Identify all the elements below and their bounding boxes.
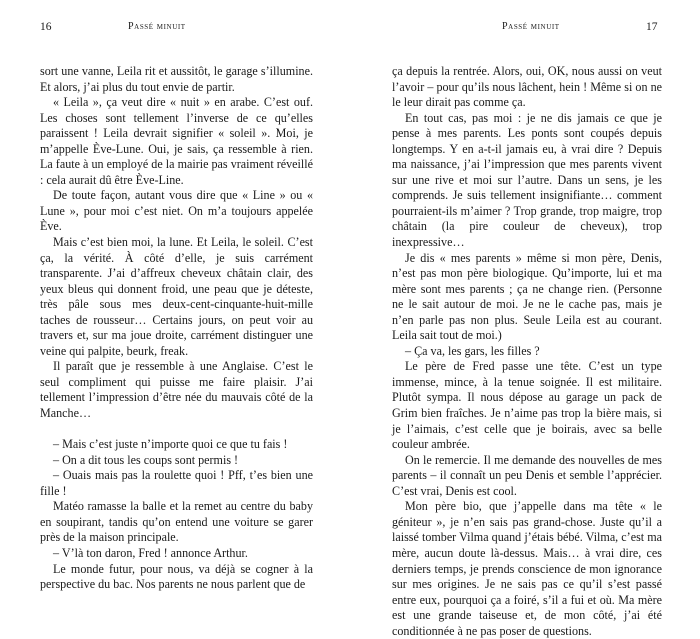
dialogue-line: – V’là ton daron, Fred ! annonce Arthur. bbox=[53, 545, 248, 560]
right-page bbox=[350, 0, 700, 638]
left-page bbox=[0, 0, 350, 592]
page-body bbox=[40, 64, 313, 593]
paragraph: Mon père bio, que j’appelle dans ma tête « le géniteur », je n’en sais pas grand-chose. Juste qu’il a laissé tomber Vilma quand j’étais bébé. Vilma, c’est ma mère, aucun doute là-dessus. Mais… à vrai dire, ces derniers temps, je prends conscience de mon ignorance sur mes origines. Je ne sais pas ce qu’il s’est passé entre eux, pourquoi ça a foiré, s’il a fui et où. Ma mère est une grande taiseuse et, de mon côté, j’ai été conditionnée à ne pas poser de questions. bbox=[392, 499, 662, 638]
page-number: 17 bbox=[646, 21, 658, 33]
dialogue-line: – Ouais mais pas la roulette quoi ! Pff, t’es bien une fille ! bbox=[40, 468, 313, 498]
dialogue-line: – On a dit tous les coups sont permis ! bbox=[53, 452, 239, 467]
section-break bbox=[40, 422, 313, 438]
paragraph: Mais c’est bien moi, la lune. Et Leila, le soleil. C’est ça, la vérité. À côté d’elle, je suis carrément transparente. J’ai d’affreux cheveux châtain clair, des yeux bleus qui donnent froid, une peau que je déteste, très pâle sous mes deux-cent-cinquante-huit-mille taches de rousseur… Certains jours, on peut voir au travers et, sur ma joue droite, carrément distinguer une veine qui palpite, beurk, freak. bbox=[40, 235, 313, 358]
page-body bbox=[392, 64, 662, 639]
paragraph: On le remercie. Il me demande des nouvelles de mes parents – il connaît un peu Denis et semble l’apprécier. C’est vrai, Denis est cool. bbox=[392, 452, 662, 498]
paragraph: sort une vanne, Leila rit et aussitôt, le garage s’illumine. Et alors, j’ai plus du tout envie de partir. bbox=[40, 64, 313, 94]
paragraph: Le monde futur, pour nous, va déjà se cogner à la perspective du bac. Nos parents ne nous parlent que de bbox=[40, 561, 313, 592]
page-number: 16 bbox=[40, 21, 52, 33]
paragraph: ça depuis la rentrée. Alors, oui, OK, nous aussi on veut l’avoir – pour qu’ils nous lâchent, hein ! Même si on ne le leur dirait pas comme ça. bbox=[392, 64, 662, 110]
running-title: Passé minuit bbox=[128, 21, 186, 32]
paragraph: En tout cas, pas moi : je ne dis jamais ce que je pense à mes parents. Les ponts sont coupés depuis longtemps. Y en a-t-il jamais eu, à vrai dire ? Depuis ma naissance, j’ai l’impression que mes parents vivent sur une rive et moi sur l’autre. Dans un sens, je les comprends. Je suis tellement insignifiante… comment pourraient-ils m’aimer ? Trop grande, trop maigre, trop châtain (la pire couleur de cheveux), trop inexpressive… bbox=[392, 110, 662, 250]
dialogue-line: – Mais c’est juste n’importe quoi ce que tu fais ! bbox=[53, 437, 288, 452]
paragraph: Le père de Fred passe une tête. C’est un type immense, mince, à la tenue soignée. Il est militaire. Plutôt sympa. Il nous dépose au garage un pack de Grim bien fraîches. Je n’aime pas trop la bière mais, si je l’aimais, c’est celle que je boirais, avec sa belle couleur ambrée. bbox=[392, 359, 662, 452]
paragraph: Il paraît que je ressemble à une Anglaise. C’est le seul compliment qui puisse me faire plaisir. J’ai tellement l’impression d’être née du mauvais côté de la Manche… bbox=[40, 359, 313, 421]
paragraph: De toute façon, autant vous dire que « Line » ou « Lune », pour moi c’est niet. On m’a toujours appelée Ève. bbox=[40, 188, 313, 234]
paragraph: Matéo ramasse la balle et la remet au centre du baby en soupirant, tandis qu’on entend une voiture se garer près de la maison principale. bbox=[40, 499, 313, 545]
paragraph: Je dis « mes parents » même si mon père, Denis, n’est pas mon père biologique. Qu’importe, lui et ma mère sont mes parents ; ça ne change rien. (Personne ne le sait autour de moi. Je ne le cache pas, mais je n’en parle pas non plus. Seule Leila est au courant. Leila sait tout de moi.) bbox=[392, 250, 662, 343]
dialogue-line: – Ça va, les gars, les filles ? bbox=[405, 343, 540, 358]
paragraph: « Leila », ça veut dire « nuit » en arabe. C’est ouf. Les choses sont tellement l’inverse de ce qu’elles paraissent ! Leila devrait signifier « soleil ». Moi, je m’appelle Ève-Lune. Oui, je sais, ça ressemble à rien. La faute à un employé de la mairie pas vraiment réveillé : cela aurait dû être Ève-Line. bbox=[40, 95, 313, 187]
running-title: Passé minuit bbox=[502, 21, 560, 32]
